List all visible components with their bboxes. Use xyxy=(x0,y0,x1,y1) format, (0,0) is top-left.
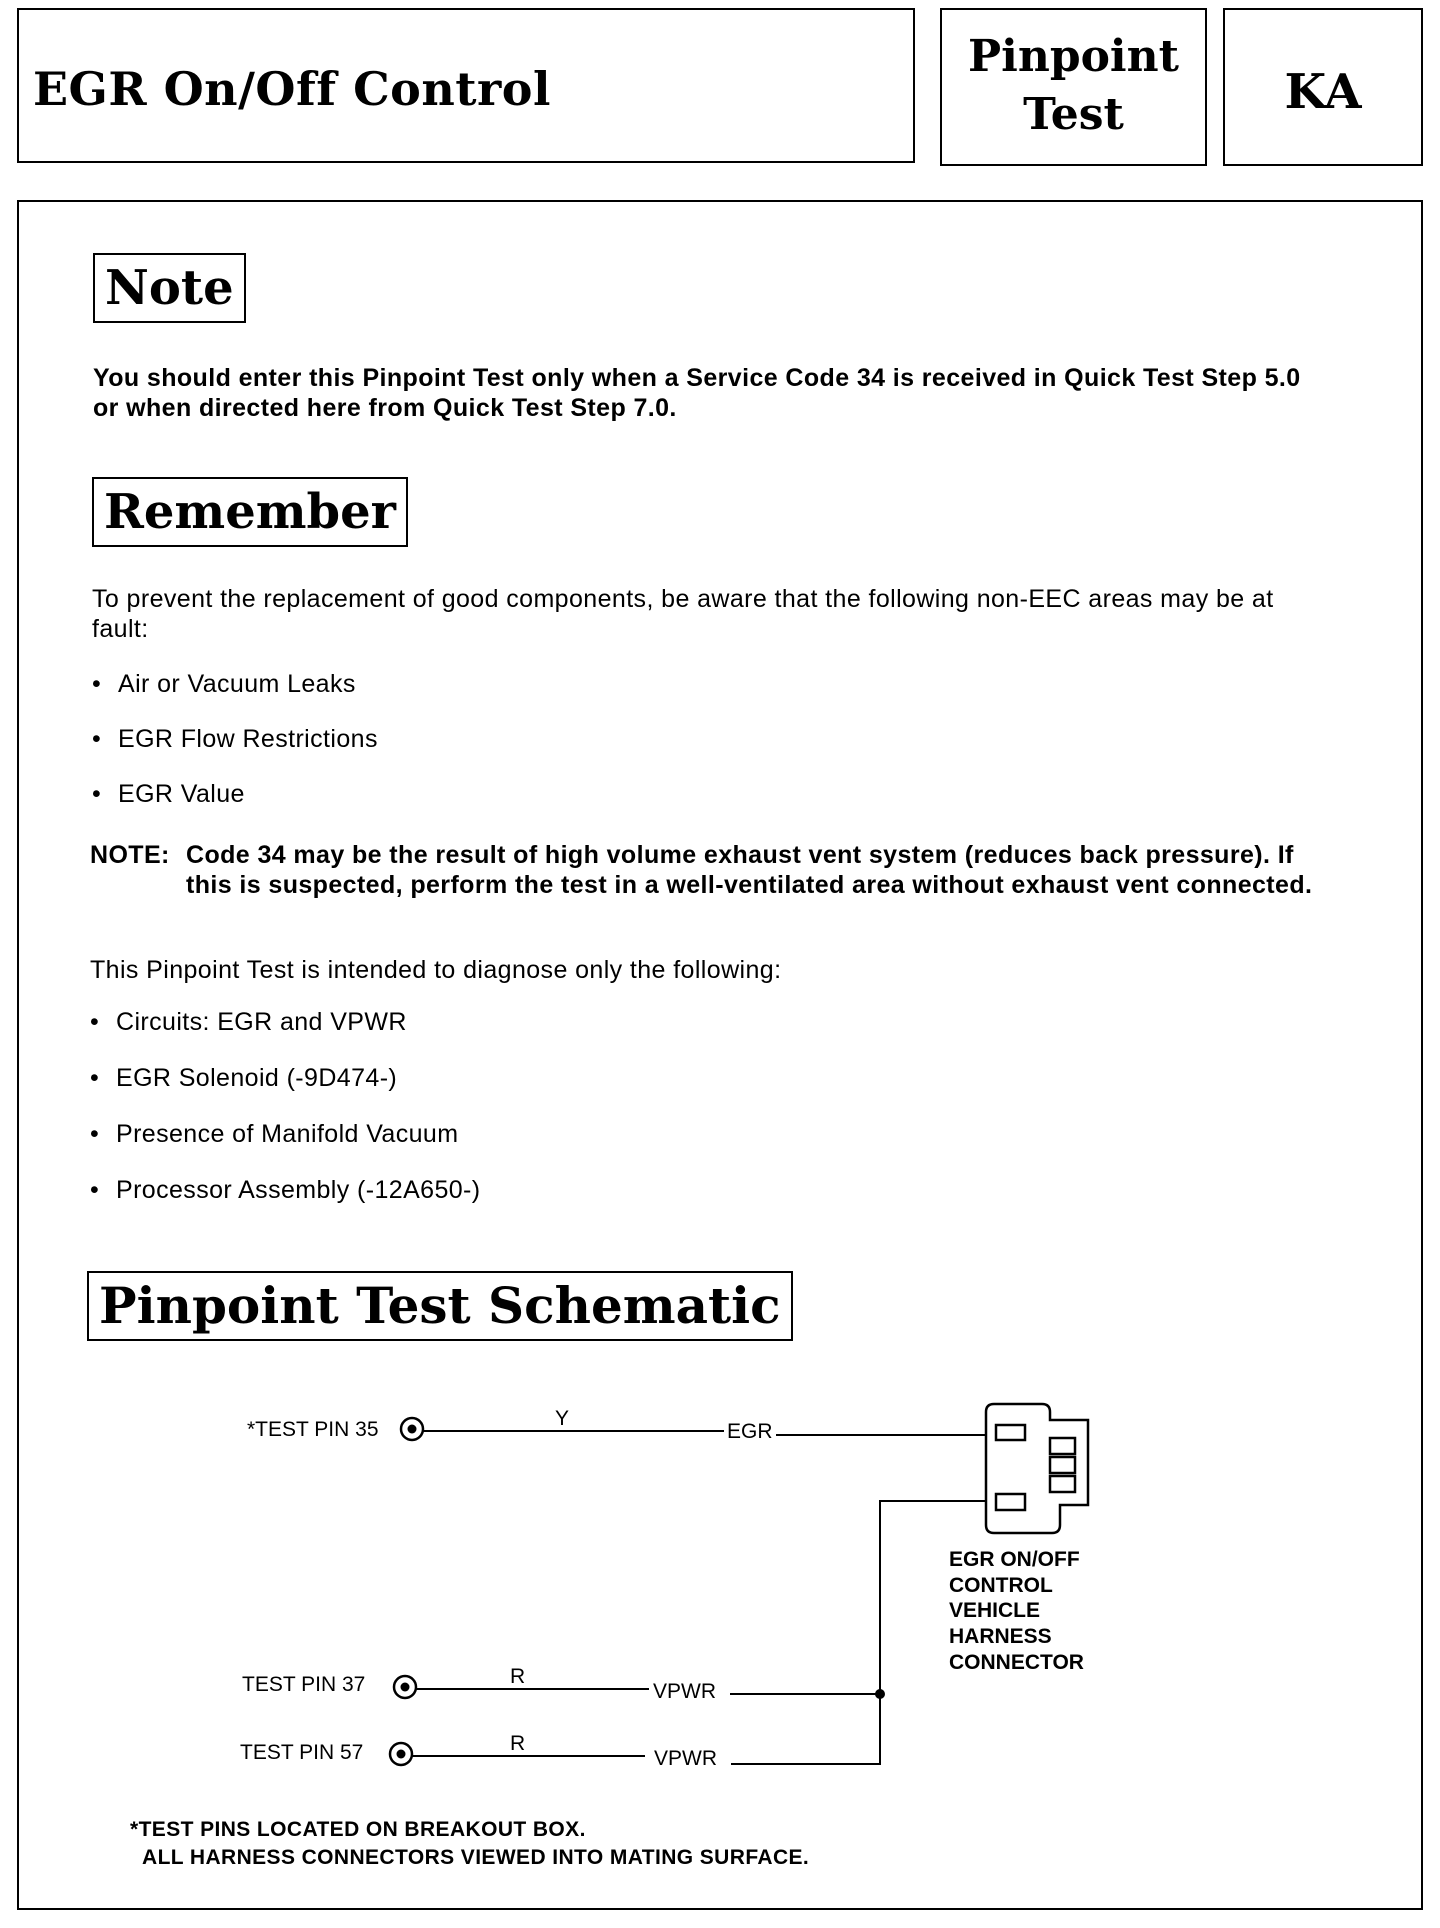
remember-intro: To prevent the replacement of good components, be aware that the following non-EEC areas may be at fault: xyxy=(92,585,1274,643)
bullet-dot: • xyxy=(90,1120,100,1148)
note-heading: Note xyxy=(93,253,246,323)
connector-label: EGR ON/OFF CONTROL VEHICLE HARNESS CONNECTOR xyxy=(949,1548,1084,1674)
page-title: EGR On/Off Control xyxy=(33,62,551,116)
bullet-dot: • xyxy=(92,780,102,808)
list-item: • Processor Assembly (-12A650-) xyxy=(90,1176,481,1204)
circuit-egr-label: EGR xyxy=(727,1420,773,1443)
egr-harness-connector-icon xyxy=(986,1404,1088,1533)
list-item: • Circuits: EGR and VPWR xyxy=(90,1008,407,1036)
wire-color-r1: R xyxy=(510,1665,526,1688)
circuit-vpwr2-label: VPWR xyxy=(654,1747,717,1770)
note-text: You should enter this Pinpoint Test only when a Service Code 34 is received in Quick Test Step 5.0 or when directed here from Quick Test Step 7.0. xyxy=(93,364,1301,422)
bullet-dot: • xyxy=(92,725,102,753)
wire-color-r2: R xyxy=(510,1732,526,1755)
circuit-vpwr1-label: VPWR xyxy=(653,1680,716,1703)
test-code: KA xyxy=(1284,64,1362,120)
test-pin-37-terminal xyxy=(394,1676,416,1698)
list-item: • EGR Solenoid (-9D474-) xyxy=(90,1064,398,1092)
remember-heading: Remember xyxy=(92,477,408,547)
pinpoint-line2: Test xyxy=(1023,89,1124,140)
bullet-dot: • xyxy=(92,670,102,698)
diagnose-intro: This Pinpoint Test is intended to diagnose only the following: xyxy=(90,956,782,984)
list-item: • Air or Vacuum Leaks xyxy=(92,670,356,698)
bullet-dot: • xyxy=(90,1176,100,1204)
list-item: • Presence of Manifold Vacuum xyxy=(90,1120,459,1148)
vpwr-bus-wire xyxy=(731,1501,985,1764)
pin57-label: TEST PIN 57 xyxy=(240,1741,364,1764)
bullet-dot: • xyxy=(90,1064,100,1092)
footnote-harness-view: ALL HARNESS CONNECTORS VIEWED INTO MATING SURFACE. xyxy=(142,1846,810,1869)
note-label: NOTE: xyxy=(90,841,170,869)
note-warning-text: Code 34 may be the result of high volume exhaust vent system (reduces back pressure). If this is suspected, perform the test in a well-ventilated area without exhaust vent connected. xyxy=(186,841,1313,899)
list-item: • EGR Value xyxy=(92,780,245,808)
test-pin-35-terminal xyxy=(401,1418,423,1440)
bullet-dot: • xyxy=(90,1008,100,1036)
pin35-label: *TEST PIN 35 xyxy=(247,1418,379,1441)
wire-color-y: Y xyxy=(555,1407,570,1430)
pinpoint-line1: Pinpoint xyxy=(968,31,1179,82)
test-pin-57-terminal xyxy=(390,1743,412,1765)
footnote-test-pins: *TEST PINS LOCATED ON BREAKOUT BOX. xyxy=(130,1818,586,1841)
schematic-heading: Pinpoint Test Schematic xyxy=(87,1271,793,1341)
list-item: • EGR Flow Restrictions xyxy=(92,725,378,753)
pin37-label: TEST PIN 37 xyxy=(242,1673,366,1696)
